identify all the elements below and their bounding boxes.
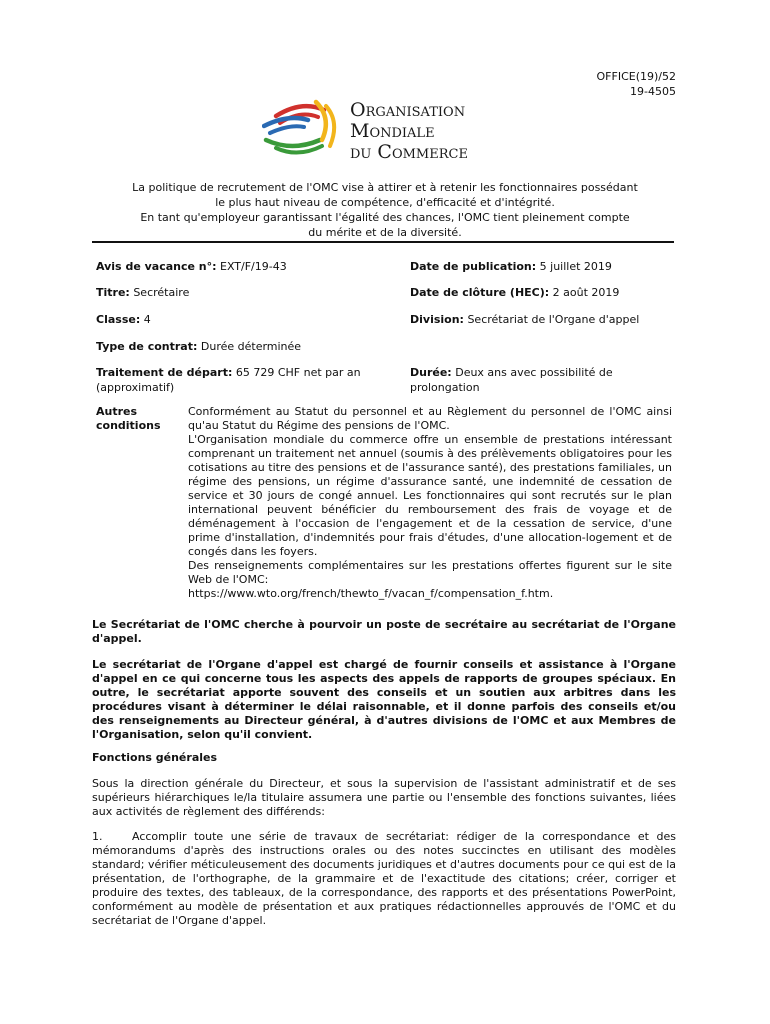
duration bbox=[410, 365, 680, 395]
field-label: Autres bbox=[96, 405, 138, 418]
other-conditions-label bbox=[96, 405, 161, 433]
conditions-paragraph: Des renseignements complémentaires sur les prestations offertes figurent sur le site Web de l'OMC: bbox=[188, 559, 672, 586]
conditions-paragraph: L'Organisation mondiale du commerce offre un ensemble de prestations intéressant comprenant un traitement net annuel (soumis à des prélèvements obligatoires pour les cotisations au titre des pensions et de l'assurance santé), des prestations familiales, un régime des pensions, un régime d'assurance santé, une indemnité de cessation de service et 30 jours de congé annuel. Les fonctionnaires qui sont recrutés sur le plan international peuvent bénéficier du remboursement des frais de voyage et de déménagement à l'occasion de l'engagement et de la cessation de service, d'une prime d'installation, d'indemnités pour frais d'études, d'une allocation-logement et de congés dans les foyers. bbox=[188, 433, 672, 558]
intro-paragraph: Le Secrétariat de l'OMC cherche à pourvoir un poste de secrétaire au secrétariat de l'Organe d'appel. bbox=[92, 618, 676, 645]
logo-line-2: Mondiale bbox=[350, 120, 435, 142]
field-label: Date de clôture (HEC): bbox=[410, 286, 550, 299]
functions-intro-paragraph: Sous la direction générale du Directeur, et sous la supervision de l'assistant administratif et de ses supérieurs hiérarchiques le/la titulaire assumera une partie ou l'ensemble des fonctions suivantes, liées aux activités de règlement des différends: bbox=[92, 777, 676, 818]
vacancy-number bbox=[96, 259, 386, 274]
compensation-link[interactable]: https://www.wto.org/french/thewto_f/vacan_f/compensation_f.htm. bbox=[188, 587, 554, 600]
logo-line-3: du Commerce bbox=[350, 141, 468, 163]
starting-salary bbox=[96, 365, 386, 395]
field-label: Type de contrat: bbox=[96, 340, 198, 353]
publication-date bbox=[410, 259, 680, 274]
field-value: Deux ans avec possibilité de bbox=[455, 366, 613, 379]
field-value: 2 août 2019 bbox=[552, 286, 620, 299]
field-value: (approximatif) bbox=[96, 381, 175, 394]
policy-line: En tant qu'employeur garantissant l'égalité des chances, l'OMC tient pleinement compte bbox=[140, 211, 630, 224]
field-label: Avis de vacance n°: bbox=[96, 260, 217, 273]
duty-item bbox=[92, 830, 676, 928]
field-value: 5 juillet 2019 bbox=[539, 260, 612, 273]
wto-emblem-icon bbox=[262, 96, 350, 164]
field-label: Durée: bbox=[410, 366, 452, 379]
field-label: Division: bbox=[410, 313, 464, 326]
field-label: Traitement de départ: bbox=[96, 366, 233, 379]
grade bbox=[96, 312, 386, 327]
field-value: prolongation bbox=[410, 381, 480, 394]
mission-paragraph: Le secrétariat de l'Organe d'appel est chargé de fournir conseils et assistance à l'Organe d'appel en ce qui concerne tous les aspects des appels de rapports de groupes spéciaux. En outre, le secrétariat apporte souvent des conseils et un soutien aux arbitres dans les procédures visant à déterminer le délai raisonnable, et il donne parfois des conseils et/ou des renseignements au Directeur général, à d'autres divisions de l'OMC et aux Membres de l'Organisation, selon qu'il convient. bbox=[92, 658, 676, 741]
office-reference: OFFICE(19)/52 bbox=[596, 70, 676, 83]
field-label: conditions bbox=[96, 419, 161, 432]
policy-line: La politique de recrutement de l'OMC vise à attirer et à retenir les fonctionnaires possédant bbox=[132, 181, 638, 194]
field-value: Secrétariat de l'Organe d'appel bbox=[467, 313, 640, 326]
wto-logo bbox=[262, 96, 512, 164]
duty-item-number: 1. bbox=[92, 830, 103, 843]
conditions-paragraph: Conformément au Statut du personnel et au Règlement du personnel de l'OMC ainsi qu'au Statut du Régime des pensions de l'OMC. bbox=[188, 405, 672, 432]
field-value: 4 bbox=[143, 313, 151, 326]
contract-type bbox=[96, 339, 596, 354]
field-value: Durée déterminée bbox=[200, 340, 302, 353]
field-value: Secrétaire bbox=[133, 286, 190, 299]
policy-line: du mérite et de la diversité. bbox=[308, 226, 462, 239]
field-label: Classe: bbox=[96, 313, 141, 326]
policy-line: le plus haut niveau de compétence, d'efficacité et d'intégrité. bbox=[215, 196, 555, 209]
other-conditions-text bbox=[188, 405, 672, 601]
field-value: 65 729 CHF net par an bbox=[235, 366, 361, 379]
section-heading: Fonctions générales bbox=[92, 751, 218, 764]
field-label: Date de publication: bbox=[410, 260, 537, 273]
document-number: 19-4505 bbox=[630, 85, 676, 98]
document-reference bbox=[597, 69, 676, 99]
closing-date bbox=[410, 285, 680, 300]
field-label: Titre: bbox=[96, 286, 130, 299]
recruitment-policy-statement bbox=[92, 180, 678, 240]
wto-logo-text bbox=[350, 100, 468, 163]
job-title bbox=[96, 285, 386, 300]
logo-line-1: Organisation bbox=[350, 99, 466, 121]
field-value: EXT/F/19-43 bbox=[220, 260, 287, 273]
division bbox=[410, 312, 680, 327]
duty-item-text: Accomplir toute une série de travaux de secrétariat: rédiger de la correspondance et des mémorandums d'après des instructions orales ou des notes succinctes en utilisant des modèles standard; vérifier méticuleusement des documents juridiques et d'autres documents pour ce qui est de la présentation, de l'orthographe, de la grammaire et de l'exactitude des citations; créer, corriger et produire des textes, des tableaux, de la correspondance, des rapports et des présentations PowerPoint, conformément au modèle de présentation et aux pratiques rédactionnelles approuvés de l'OMC et du secrétariat de l'Organe d'appel. bbox=[92, 830, 676, 927]
horizontal-divider bbox=[92, 241, 674, 243]
